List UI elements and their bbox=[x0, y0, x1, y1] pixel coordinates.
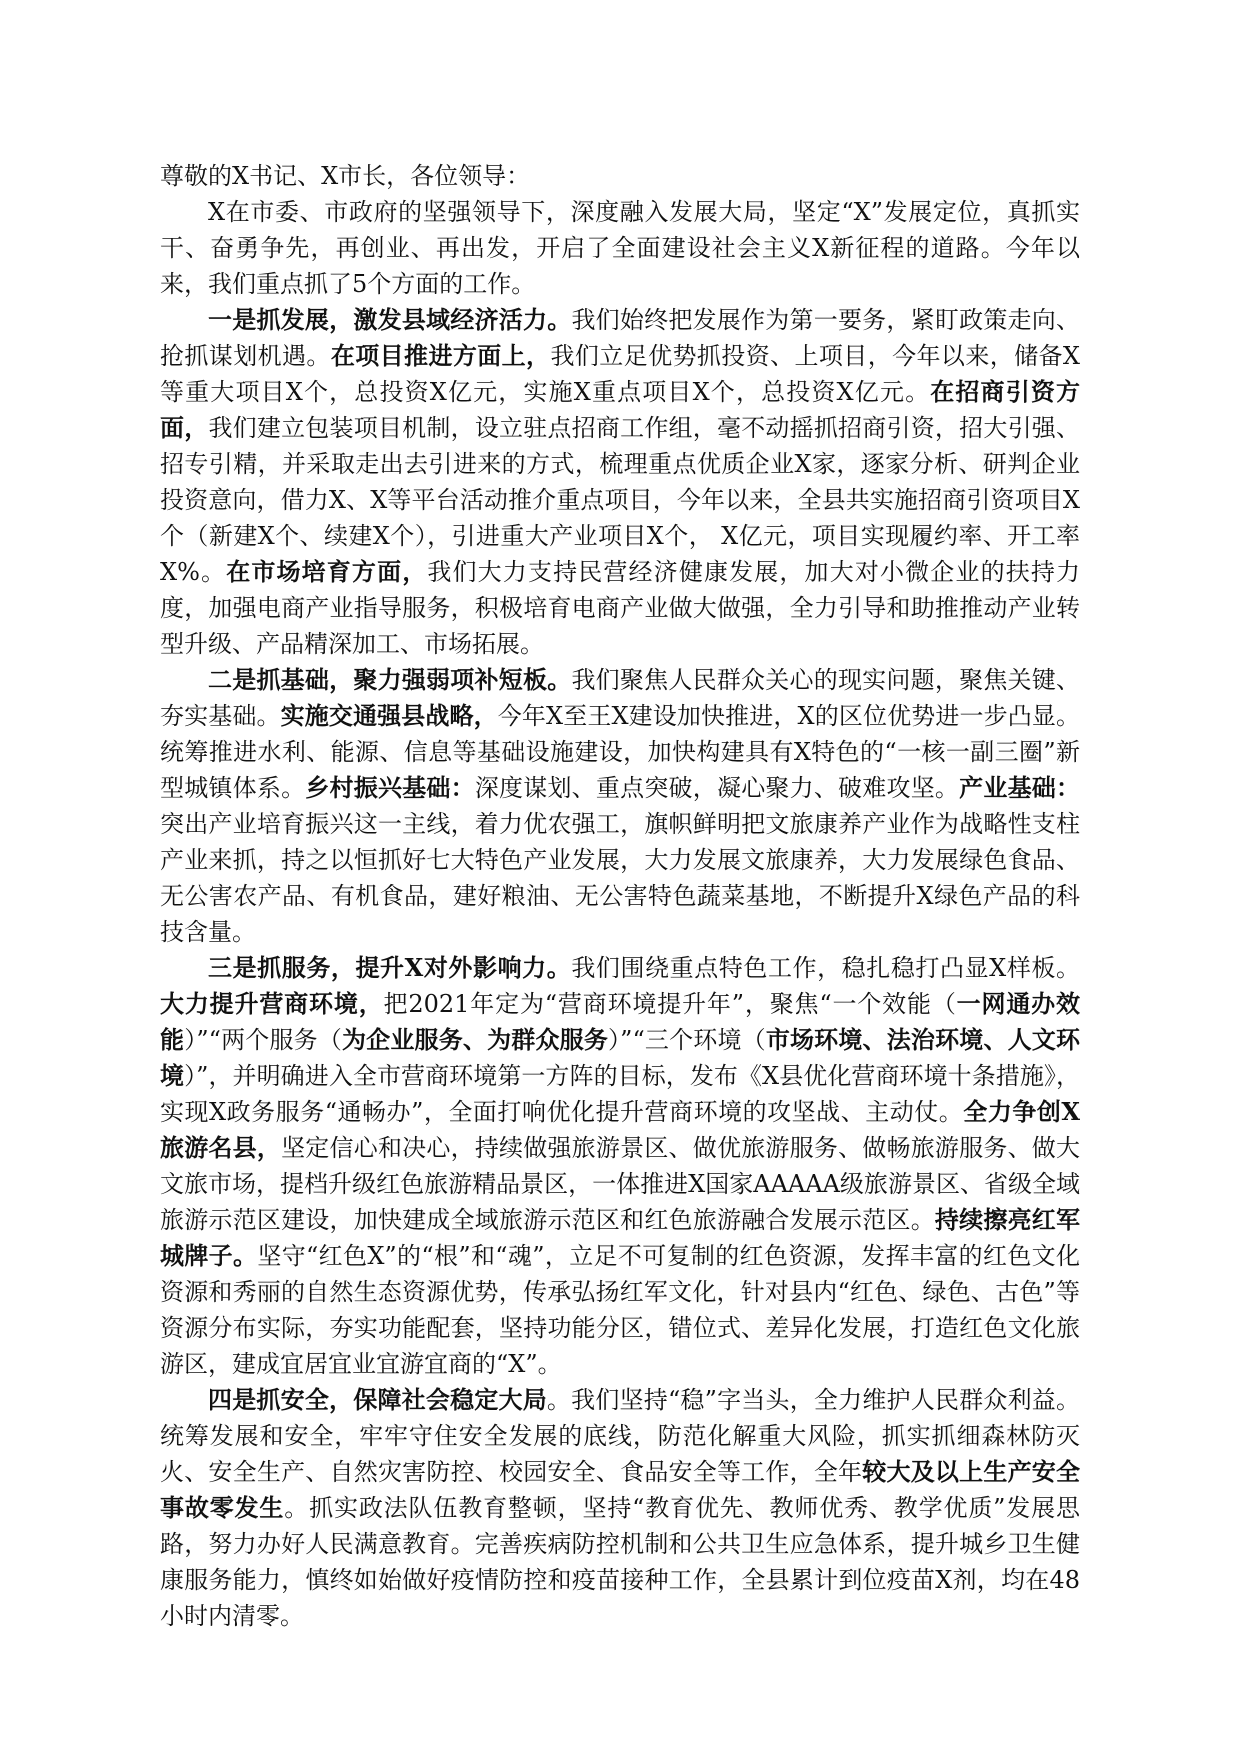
bold-heading-text: 市场环境、法治环境、人文环境 bbox=[160, 1025, 1080, 1090]
paragraph-4 bbox=[160, 950, 1080, 1382]
paragraph-2 bbox=[160, 302, 1080, 662]
bold-heading-text: 较大及以上生产安全事故零发生 bbox=[160, 1457, 1081, 1522]
paragraph-1 bbox=[160, 194, 1080, 302]
bold-heading-text: 在招商引资方面， bbox=[160, 377, 1081, 442]
bold-heading-text: 三是抓服务，提升X对外影响力。 bbox=[208, 953, 572, 982]
body-text: 今年X至王X建设加快推进，X的区位优势进一步凸显。统筹推进水利、能源、信息等基础设施建设，加快构建具有X特色的“一核一副三圈”新型城镇体系。 bbox=[160, 702, 1080, 802]
body-text: 深度谋划、重点突破，凝心聚力、破难攻坚。 bbox=[474, 774, 960, 802]
body-text: 我们建立包装项目机制，设立驻点招商工作组，毫不动摇抓招商引资，招大引强、招专引精，并采取走出去引进来的方式，梳理重点优质企业X家，逐家分析、研判企业投资意向，借力X、X等平台活动推介重点项目，今年以来，全县共实施招商引资项目X个（新建X个、续建X个），引进重大产业项目X个， X亿元，项目实现履约率、开工率X%。 bbox=[160, 414, 1081, 586]
body-text: 我们大力支持民营经济健康发展，加大对小微企业的扶持力度，加强电商产业指导服务，积极培育电商产业做大做强，全力引导和助推推动产业转型升级、产品精深加工、市场拓展。 bbox=[160, 558, 1081, 658]
body-text: 坚定信心和决心，持续做强旅游景区、做优旅游服务、做畅旅游服务、做大文旅市场，提档升级红色旅游精品景区，一体推进X国家AAAAA级旅游景区、省级全域旅游示范区建设，加快建成全域旅游示范区和红色旅游融合发展示范区。 bbox=[160, 1134, 1081, 1234]
bold-heading-text: 全力争创X旅游名县， bbox=[160, 1097, 1080, 1162]
bold-heading-text: 在项目推进方面上， bbox=[330, 341, 551, 370]
bold-heading-text: 产业基础： bbox=[959, 773, 1081, 802]
bold-heading-text: 乡村振兴基础： bbox=[305, 773, 475, 802]
body-text: ）”“两个服务（ bbox=[184, 1026, 342, 1054]
body-text: 。我们坚持“稳”字当头，全力维护人民群众利益。统筹发展和安全，牢牢守住安全发展的底线，防范化解重大风险，抓实抓细森林防灭火、安全生产、自然灾害防控、校园安全、食品安全等工作，全年 bbox=[160, 1386, 1080, 1486]
bold-heading-text: 四是抓安全，保障社会稳定大局 bbox=[208, 1385, 547, 1414]
bold-heading-text: 大力提升营商环境， bbox=[160, 989, 384, 1018]
body-text: ）”“三个环境（ bbox=[608, 1026, 766, 1054]
body-text: 把2021年定为“营商环境提升年”，聚焦“一个效能（ bbox=[383, 990, 957, 1018]
paragraph-5 bbox=[160, 1382, 1080, 1634]
body-text: 突出产业培育振兴这一主线，着力优农强工，旗帜鲜明把文旅康养产业作为战略性支柱产业来抓，持之以恒抓好七大特色产业发展，大力发展文旅康养，大力发展绿色食品、无公害农产品、有机食品，建好粮油、无公害特色蔬菜基地，不断提升X绿色产品的科技含量。 bbox=[160, 810, 1080, 946]
body-text: 我们始终把发展作为第一要务，紧盯政策走向、抢抓谋划机遇。 bbox=[160, 306, 1081, 370]
body-text: X在市委、市政府的坚强领导下，深度融入发展大局，坚定“X”发展定位，真抓实干、奋勇争先，再创业、再出发，开启了全面建设社会主义X新征程的道路。今年以来，我们重点抓了5个方面的工作。 bbox=[160, 198, 1080, 298]
document-body bbox=[160, 158, 1080, 1634]
paragraph-3 bbox=[160, 662, 1080, 950]
body-text: 。抓实政法队伍教育整顿，坚持“教育优先、教师优秀、教学优质”发展思路，努力办好人民满意教育。完善疾病防控机制和公共卫生应急体系，提升城乡卫生健康服务能力，慎终如始做好疫情防控和疫苗接种工作，全县累计到位疫苗X剂，均在48小时内清零。 bbox=[160, 1494, 1081, 1630]
bold-heading-text: 为企业服务、为群众服务 bbox=[342, 1025, 608, 1054]
salutation: 尊敬的X书记、X市长，各位领导： bbox=[160, 162, 531, 190]
bold-heading-text: 一网通办效能 bbox=[160, 989, 1081, 1054]
body-text: 我们立足优势抓投资、上项目，今年以来，储备X等重大项目X个，总投资X亿元，实施X重点项目X个，总投资X亿元。 bbox=[160, 342, 1081, 406]
paragraph-list bbox=[160, 194, 1080, 1634]
bold-heading-text: 二是抓基础，聚力强弱项补短板。 bbox=[208, 665, 572, 694]
body-text: 我们聚焦人民群众关心的现实问题，聚焦关键、夯实基础。 bbox=[160, 666, 1081, 730]
body-text: 我们围绕重点特色工作，稳扎稳打凸显X样板。 bbox=[571, 954, 1080, 982]
bold-heading-text: 持续擦亮红军城牌子。 bbox=[160, 1205, 1081, 1270]
body-text: 坚守“红色X”的“根”和“魂”，立足不可复制的红色资源，发挥丰富的红色文化资源和秀丽的自然生态资源优势，传承弘扬红军文化，针对县内“红色、绿色、古色”等资源分布实际，夯实功能配套，坚持功能分区，错位式、差异化发展，打造红色文化旅游区，建成宜居宜业宜游宜商的“X”。 bbox=[160, 1242, 1081, 1378]
bold-heading-text: 实施交通强县战略， bbox=[280, 701, 498, 730]
bold-heading-text: 在市场培育方面， bbox=[226, 557, 428, 586]
bold-heading-text: 一是抓发展，激发县域经济活力。 bbox=[208, 305, 572, 334]
body-text: ）”，并明确进入全市营商环境第一方阵的目标，发布《X县优化营商环境十条措施》，实现X政务服务“通畅办”，全面打响优化提升营商环境的攻坚战、主动仗。 bbox=[160, 1062, 1081, 1126]
